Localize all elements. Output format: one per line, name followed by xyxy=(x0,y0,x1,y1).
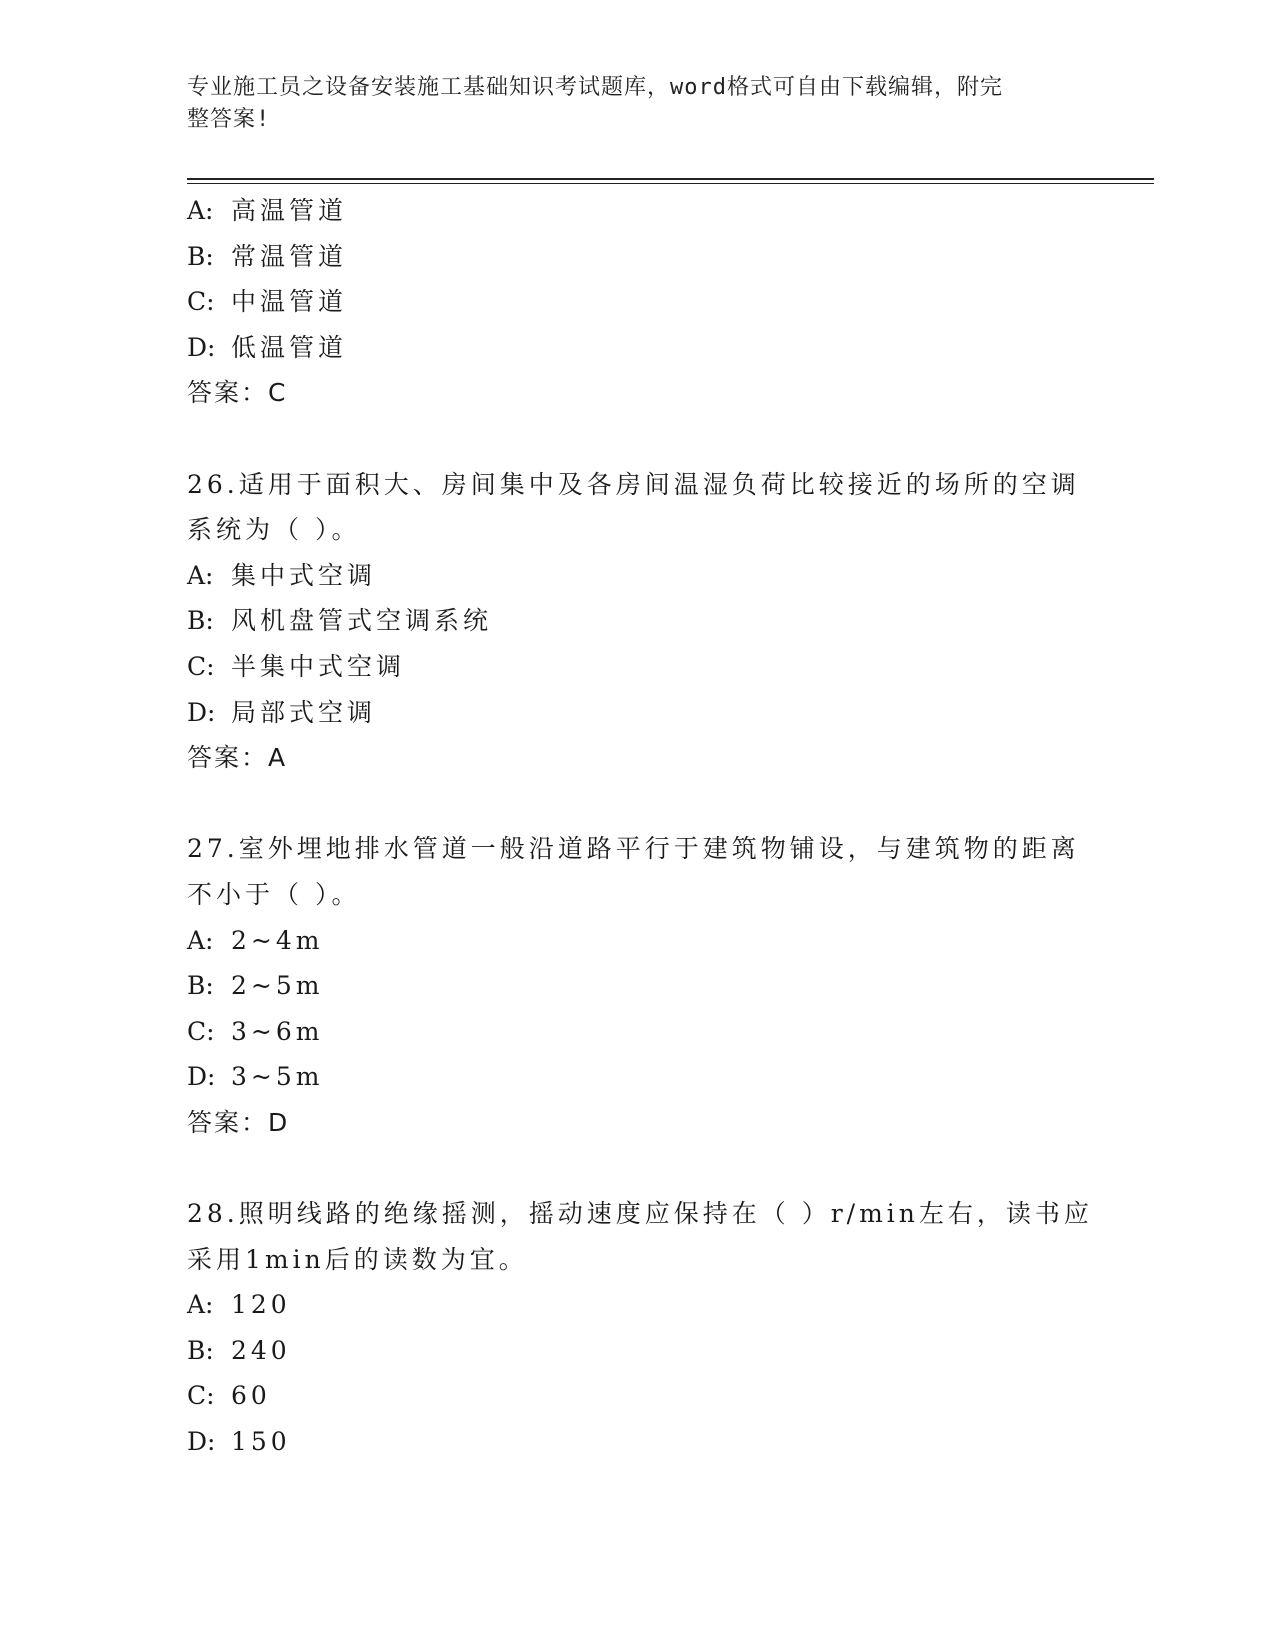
option-text: 风机盘管式空调系统 xyxy=(231,606,493,636)
option-text: 半集中式空调 xyxy=(231,651,406,681)
question-stem-line-1: 26.适用于面积大、房间集中及各房间温湿负荷比较接近的场所的空调 xyxy=(187,469,1080,499)
answer-line: 答案：D xyxy=(187,1107,290,1137)
option-a: A: 120 xyxy=(187,1290,291,1320)
option-c: C: 3~6m xyxy=(187,1016,324,1046)
spacer xyxy=(187,781,1087,827)
question-25-tail xyxy=(187,188,1087,416)
question-stem-line-2: 系统为（ ）。 xyxy=(187,515,361,545)
option-c: C: 60 xyxy=(187,1381,271,1411)
question-28 xyxy=(187,1191,1093,1465)
option-d: D: 3~5m xyxy=(187,1062,324,1092)
option-text: 150 xyxy=(231,1427,291,1457)
question-stem-line-1: 27.室外埋地排水管道一般沿道路平行于建筑物铺设，与建筑物的距离 xyxy=(187,834,1080,864)
option-text: 2~5m xyxy=(231,971,324,1001)
option-text: 3~5m xyxy=(231,1062,324,1092)
answer-line: 答案：A xyxy=(187,743,288,773)
option-a: A: 2~4m xyxy=(187,925,324,955)
answer-line: 答案：C xyxy=(187,378,288,408)
option-text: 常温管道 xyxy=(231,241,348,271)
option-d: D: 150 xyxy=(187,1427,291,1457)
option-text: 高温管道 xyxy=(231,196,348,225)
question-stem-line-2: 采用1min后的读数为宜。 xyxy=(187,1244,528,1274)
document-header xyxy=(187,72,1067,136)
header-line-2: 整答案! xyxy=(187,107,271,132)
option-a: A: 集中式空调 xyxy=(187,560,377,590)
option-text: 集中式空调 xyxy=(231,560,377,590)
question-26 xyxy=(187,462,1087,781)
option-c: C: 半集中式空调 xyxy=(187,651,406,681)
question-stem-line-2: 不小于（ ）。 xyxy=(187,879,361,909)
option-a: A: 高温管道 xyxy=(187,196,348,225)
question-list xyxy=(187,188,1093,1465)
option-b: B: 240 xyxy=(187,1335,291,1365)
option-text: 2~4m xyxy=(231,925,324,955)
spacer xyxy=(187,1145,1087,1191)
option-d: D: 低温管道 xyxy=(187,332,348,362)
option-text: 3~6m xyxy=(231,1016,324,1046)
option-text: 局部式空调 xyxy=(231,697,377,727)
option-b: B: 2~5m xyxy=(187,971,324,1001)
header-divider xyxy=(187,178,1154,180)
option-text: 240 xyxy=(231,1335,291,1365)
header-line-1: 专业施工员之设备安装施工基础知识考试题库，word格式可自由下载编辑，附完 xyxy=(187,75,1003,100)
header-divider-thin xyxy=(187,183,1154,184)
option-text: 中温管道 xyxy=(231,287,348,317)
option-text: 低温管道 xyxy=(231,332,348,362)
option-text: 120 xyxy=(231,1290,291,1320)
option-b: B: 常温管道 xyxy=(187,241,348,271)
option-text: 60 xyxy=(231,1381,271,1411)
option-d: D: 局部式空调 xyxy=(187,697,377,727)
question-stem-line-1: 28.照明线路的绝缘摇测，摇动速度应保持在（ ）r/min左右，读书应 xyxy=(187,1199,1093,1229)
question-27 xyxy=(187,826,1087,1145)
spacer xyxy=(187,416,1087,462)
option-b: B: 风机盘管式空调系统 xyxy=(187,606,493,636)
option-c: C: 中温管道 xyxy=(187,287,348,317)
